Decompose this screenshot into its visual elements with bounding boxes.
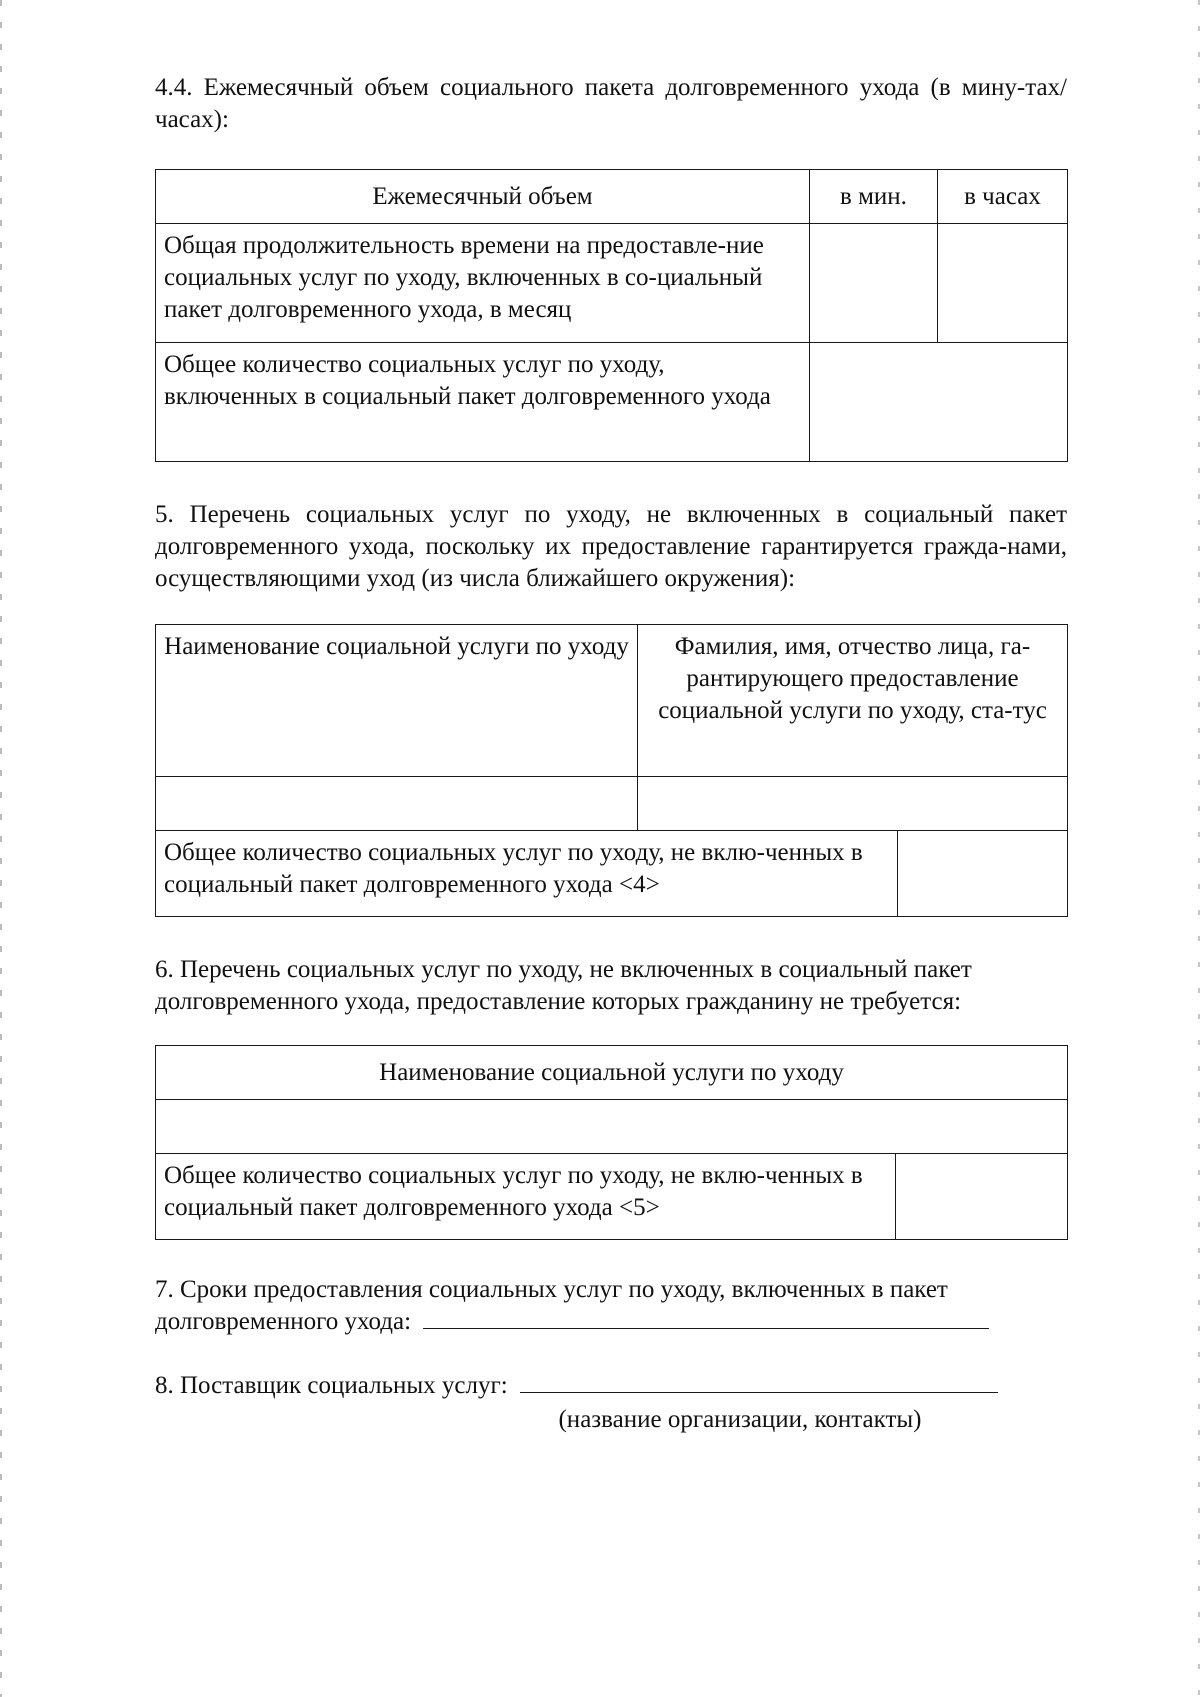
col-guarantor-person: Фамилия, имя, отчество лица, га-рантирующего предоставление социальной услуги по уходу, ста-тус: [638, 625, 1068, 777]
col-minutes: в мин.: [810, 170, 938, 224]
section-5-heading: 5. Перечень социальных услуг по уходу, не включенных в социальный пакет долговременного ухода, поскольку их предоставление гарантируется гражда-нами, осуществляющими уход (из числа ближайшего окружения):: [155, 501, 1067, 592]
col-monthly-volume: Ежемесячный объем: [156, 170, 810, 224]
not-required-services-table: [155, 1045, 1068, 1240]
table-row: [156, 777, 1068, 831]
total-not-included-cell[interactable]: [898, 831, 1068, 917]
col-hours: в часах: [938, 170, 1068, 224]
section-7-heading: 7. Сроки предоставления социальных услуг по уходу, включенных в пакет долговременного ухода:: [155, 1276, 948, 1335]
provider-field-hint: (название организации, контакты): [558, 1406, 922, 1433]
col-service-name: Наименование социальной услуги по уходу: [156, 1046, 1068, 1100]
scan-edge-left: [0, 0, 2, 1697]
col-service-name: Наименование социальной услуги по уходу: [156, 625, 638, 777]
provider-field[interactable]: [520, 1370, 998, 1393]
table-row: [156, 1154, 1068, 1240]
monthly-volume-table: [155, 169, 1068, 462]
service-name-cell[interactable]: [156, 777, 638, 831]
total-not-required-cell[interactable]: [896, 1154, 1068, 1240]
table-header-row: [156, 170, 1068, 224]
guaranteed-services-table: [155, 624, 1068, 917]
total-duration-hours-cell[interactable]: [938, 224, 1068, 343]
table-header-row: [156, 625, 1068, 777]
total-duration-minutes-cell[interactable]: [810, 224, 938, 343]
service-name-cell[interactable]: [156, 1100, 1068, 1154]
table-row: [156, 1100, 1068, 1154]
section-8-label: 8. Поставщик социальных услуг:: [155, 1372, 508, 1399]
guarantor-person-cell[interactable]: [638, 777, 1068, 831]
service-period-field[interactable]: [423, 1306, 989, 1329]
total-count-label: Общее количество социальных услуг по уходу, включенных в социальный пакет долговременного ухода: [156, 343, 810, 462]
table-row: [156, 831, 1068, 917]
section-7-block: [155, 1274, 1067, 1338]
total-not-included-label: Общее количество социальных услуг по уходу, не вклю-ченных в социальный пакет долговременного ухода <4>: [156, 831, 898, 917]
section-8-block: [155, 1370, 1067, 1402]
table-row: [156, 343, 1068, 462]
total-count-cell[interactable]: [810, 343, 1068, 462]
table-row: [156, 224, 1068, 343]
total-duration-label: Общая продолжительность времени на предоставле-ние социальных услуг по уходу, включенных в со-циальный пакет долговременного ухода, в месяц: [156, 224, 810, 343]
section-4-4-heading: 4.4. Ежемесячный объем социального пакета долговременного ухода (в мину-тах/часах):: [155, 74, 1067, 133]
table-header-row: [156, 1046, 1068, 1100]
section-6-heading: 6. Перечень социальных услуг по уходу, не включенных в социальный пакет долговременного ухода, предоставление которых гражданину не требуется:: [155, 956, 972, 1015]
total-not-required-label: Общее количество социальных услуг по уходу, не вклю-ченных в социальный пакет долговременного ухода <5>: [156, 1154, 896, 1240]
